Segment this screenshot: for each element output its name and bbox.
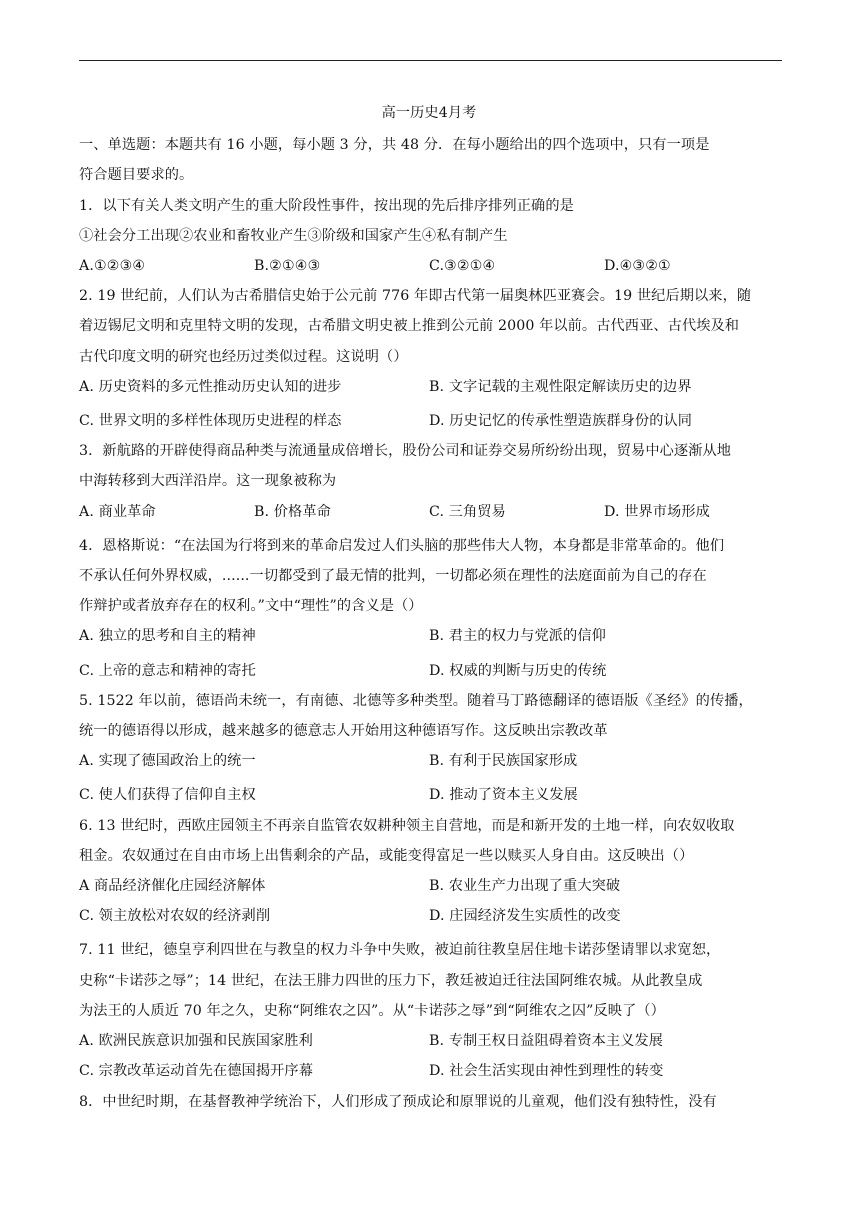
- option-d[interactable]: D.④③②①: [604, 258, 671, 275]
- option-d[interactable]: D. 社会生活实现由神性到理性的转变: [429, 1063, 664, 1080]
- option-d[interactable]: D. 世界市场形成: [604, 503, 710, 520]
- options-row: [79, 746, 779, 776]
- question-6: [79, 811, 779, 932]
- question-7: [79, 935, 779, 1086]
- exam-page: [79, 98, 779, 1117]
- question-5: [79, 686, 779, 811]
- question-stem: 7. 11 世纪，德皇亨利四世在与教皇的权力斗争中失败，被迫前往教皇居住地卡诺莎堡请罪以求宽恕，: [79, 942, 721, 959]
- options-row: [79, 780, 779, 810]
- option-c[interactable]: C. 上帝的意志和精神的寄托: [79, 662, 256, 679]
- options-row: [79, 497, 779, 527]
- option-c[interactable]: C. 世界文明的多样性体现历史进程的样态: [79, 413, 342, 430]
- option-b[interactable]: B. 文字记载的主观性限定解读历史的边界: [429, 378, 692, 395]
- option-a[interactable]: A. 历史资料的多元性推动历史认知的进步: [79, 378, 342, 395]
- option-c[interactable]: C. 宗教改革运动首先在德国揭开序幕: [79, 1063, 313, 1080]
- option-d[interactable]: D. 推动了资本主义发展: [429, 787, 578, 804]
- option-b[interactable]: B. 有利于民族国家形成: [429, 753, 578, 770]
- options-row: [79, 372, 779, 402]
- question-stem: 不承认任何外界权威，......一切都受到了最无情的批判，一切都必须在理性的法庭面前为自己的存在: [79, 568, 707, 585]
- option-c[interactable]: C. 使人们获得了信仰自主权: [79, 787, 256, 804]
- instruction-line: 符合题目要求的。: [79, 167, 194, 184]
- options-row: [79, 1026, 779, 1056]
- options-row: [79, 406, 779, 436]
- option-a[interactable]: A. 欧洲民族意识加强和民族国家胜利: [79, 1033, 313, 1050]
- option-d[interactable]: D. 历史记忆的传承性塑造族群身份的认同: [429, 413, 693, 430]
- option-d[interactable]: D. 庄园经济发生实质性的改变: [429, 908, 621, 925]
- question-1: [79, 191, 779, 282]
- question-stem: 6. 13 世纪时，西欧庄园领主不再亲自监管农奴耕种领主自营地，而是和新开发的土地一样，向农奴收取: [79, 817, 735, 834]
- option-b[interactable]: B.②①④③: [254, 258, 321, 275]
- option-a[interactable]: A. 商业革命: [79, 503, 156, 520]
- question-stem: 1．以下有关人类文明产生的重大阶段性事件，按出现的先后排序排列正确的是: [79, 197, 574, 214]
- option-d[interactable]: D. 权威的判断与历史的传统: [429, 662, 607, 679]
- question-stem: 作辩护或者放弃存在的权利。”文中“理性”的含义是（）: [79, 598, 423, 615]
- question-4: [79, 531, 779, 686]
- section-instructions: [79, 130, 779, 190]
- question-items: ①社会分工出现②农业和畜牧业产生③阶级和国家产生④私有制产生: [79, 227, 508, 244]
- option-a[interactable]: A 商品经济催化庄园经济解体: [79, 878, 266, 895]
- question-stem: 4．恩格斯说：“在法国为行将到来的革命启发过人们头脑的那些伟大人物，本身都是非常革命的。他们: [79, 537, 725, 554]
- question-stem: 3．新航路的开辟使得商品种类与流通量成倍增长，股份公司和证券交易所纷纷出现，贸易中心逐渐从地: [79, 443, 732, 460]
- question-stem: 统一的德语得以形成，越来越多的德意志人开始用这种德语写作。这反映出宗教改革: [79, 723, 608, 740]
- question-8: [79, 1087, 779, 1117]
- option-a[interactable]: A.①②③④: [79, 258, 146, 275]
- question-stem: 8．中世纪时期，在基督教神学统治下，人们形成了预成论和原罪说的儿童观，他们没有独特性，没有: [79, 1093, 717, 1110]
- options-row: [79, 251, 779, 281]
- option-c[interactable]: C. 三角贸易: [429, 503, 506, 520]
- option-b[interactable]: B. 君主的权力与党派的信仰: [429, 628, 606, 645]
- question-stem: 2. 19 世纪前，人们认为古希腊信史始于公元前 776 年即古代第一届奥林匹亚赛会。19 世纪后期以来，随: [79, 288, 752, 305]
- option-b[interactable]: B. 专制王权日益阻碍着资本主义发展: [429, 1033, 664, 1050]
- question-2: [79, 281, 779, 436]
- options-row: [79, 901, 779, 931]
- page-title: 高一历史4月考: [381, 105, 477, 121]
- question-stem: 租金。农奴通过在自由市场上出售剩余的产品，或能变得富足一些以赎买人身自由。这反映出（）: [79, 847, 694, 864]
- option-a[interactable]: A. 实现了德国政治上的统一: [79, 753, 256, 770]
- option-b[interactable]: B. 农业生产力出现了重大突破: [429, 878, 621, 895]
- question-stem: 为法王的人质近 70 年之久，史称“阿维农之囚”。从“卡诺莎之辱”到“阿维农之囚”反映了（）: [79, 1002, 665, 1019]
- options-row: [79, 871, 779, 901]
- question-stem: 古代印度文明的研究也经历过类似过程。这说明（）: [79, 348, 408, 365]
- question-stem: 中海转移到大西洋沿岸。这一现象被称为: [79, 473, 337, 490]
- question-3: [79, 436, 779, 527]
- header-rule: [79, 60, 782, 61]
- option-c[interactable]: C. 领主放松对农奴的经济剥削: [79, 908, 271, 925]
- question-stem: 史称“卡诺莎之辱”；14 世纪，在法王腓力四世的压力下，教廷被迫迁往法国阿维农城。从此教皇成: [79, 972, 703, 989]
- options-row: [79, 621, 779, 651]
- options-row: [79, 1056, 779, 1086]
- question-stem: 5. 1522 年以前，德语尚未统一，有南德、北德等多种类型。随着马丁路德翻译的德语版《圣经》的传播，: [79, 692, 753, 709]
- option-b[interactable]: B. 价格革命: [254, 503, 331, 520]
- option-c[interactable]: C.③②①④: [429, 258, 496, 275]
- options-row: [79, 656, 779, 686]
- option-a[interactable]: A. 独立的思考和自主的精神: [79, 628, 256, 645]
- question-stem: 着迈锡尼文明和克里特文明的发现，古希腊文明史被上推到公元前 2000 年以前。古代西亚、古代埃及和: [79, 318, 740, 335]
- instruction-line: 一、单选题：本题共有 16 小题，每小题 3 分，共 48 分．在每小题给出的四个选项中，只有一项是: [79, 137, 710, 154]
